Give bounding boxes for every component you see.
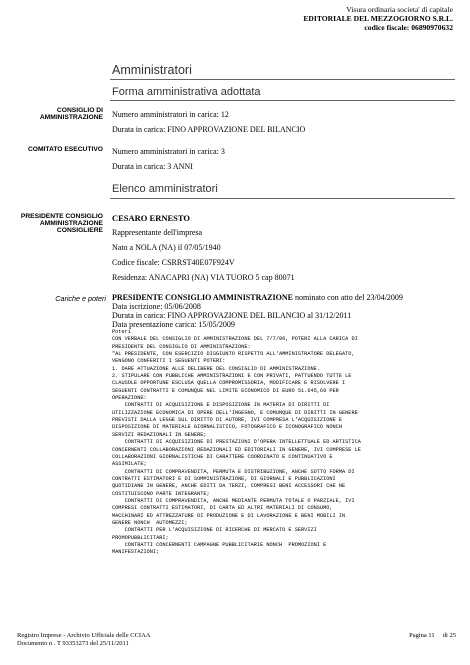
elenco-role-label: PRESIDENTE CONSIGLIO AMMINISTRAZIONE CONSIGLIERE <box>20 213 103 234</box>
footer-left <box>17 632 150 648</box>
carica-presentazione: Data presentazione carica: 15/05/2009 <box>112 320 235 329</box>
header-company-name: EDITORIALE DEL MEZZOGIORNO S.R.L. <box>303 14 453 23</box>
poteri-text: Poteri CON VERBALE DEL CONSIGLIO DI AMMINISTRAZIONE DEL 7/7/06, POTERI ALLA CARICA DI PRESIDENTE DEL CONSIGLIO DI AMMINISTRAZIONE: "AL PRESIDENTE, CON ESERCIZIO DISGIUNTO RISPETTO ALL'AMMINISTRATORE DELEGATO, VENGONO CONFERITI I SEGUENTI POTERI: 1. DARE ATTUAZIONE ALLE DELIBERE DEL CONSIGLIO DI AMMINISTRAZIONE. 2. STIPULARE CON PUBBLICHE AMMINISTRAZIONI E CON PRIVATI, PATTUENDO TUTTE LE CLAUSOLE OPPORTUNE ESCLUSA QUELLA COMPROMISSORIA, MODIFICARE E RISOLVERE I SEGUENTI CONTRATTI E COMUNQUE NEL LIMITE ECONOMICO DI EURO 51.645,69 PER OPERAZIONE: CONTRATTI DI ACQUISIZIONE E DISPOSIZIONE IN MATERIA DI DIRITTI DI UTILIZZAZIONE ECONOMICA DI OPERE DELL'INGEGNO, E COMUNQUE DI DIRITTI IN GENERE PREVISTI DALLA LEGGE SUL DIRITTO DI AUTORE, IVI COMPRESA L'ACQUISIZIONE E DISPOSIZIONE DI MATERIALE GIORNALISTICO, FOTOGRAFICO E ICONOGRAFICO NONCH SERVIZI REDAZIONALI IN GENERE; CONTRATTI DI ACQUISIZIONE DI PRESTAZIONI D'OPERA INTELLETTUALE ED ARTISTICA CONCERNENTI COLLABORAZIONI REDAZIONALI ED EDITORIALI IN GENERE, IVI COMPRESE LE COLLABORAZIONI GIORNALISTICHE DI CARATTERE COORDINATO E CONTINUATIVO E ASSIMILATE; CONTRATTI DI COMPRAVENDITA, PERMUTA E DISTRIBUZIONE, ANCHE SOTTO FORMA DI CONTRATTI ESTIMATORI E DI SOMMINISTRAZIONE, DI GIORNALI E PUBBLICAZIONI QUOTIDIANE IN GENERE, ANCHE EDITI DA TERZI, COMPRESI BENI ACCESSORI CHE NE COSTITUISCONO PARTE INTEGRANTE; CONTRATTI DI COMPRAVENDITA, ANCHE MEDIANTE PERMUTA TOTALE O PARZIALE, IVI COMPRESI CONTRATTI ESTIMATORI, DI CARTA ED ALTRI MATERIALI DI CONSUMO, MACCHINARI ED ATTREZZATURE DI PRODUZIONE E DI LAVORAZIONE E BENI MOBILI IN GENERE NONCH AUTOMEZZI; CONTRATTI PER L'ACQUISIZIONE DI RICERCHE DI MERCATO E SERVIZI PROMOPUBBLICITARI; CONTRATTI CONCERNENTI CAMPAGNE PUBBLICITARIE NONCH PROMOZIONI E MANIFESTAZIONI; <box>112 329 361 556</box>
consiglio-label: CONSIGLIO DI AMMINISTRAZIONE <box>39 107 103 121</box>
amministratore-role: Rappresentante dell'impresa <box>112 228 203 237</box>
carica-line <box>112 293 403 302</box>
header-document-type: Visura ordinaria societa' di capitale <box>346 5 453 14</box>
elenco-divider <box>110 198 455 199</box>
carica-nomina: nominato con atto del 23/04/2009 <box>292 293 403 302</box>
amministratore-residenza: Residenza: ANACAPRI (NA) VIA TUORO 5 cap 80071 <box>112 273 295 282</box>
amministratore-nascita: Nato a NOLA (NA) il 07/05/1940 <box>112 243 221 252</box>
carica-title: PRESIDENTE CONSIGLIO AMMINISTRAZIONE <box>112 293 293 302</box>
cariche-poteri-label: Cariche e poteri <box>55 294 106 303</box>
subsection-title-forma: Forma amministrativa adottata <box>112 86 261 98</box>
footer-registro: Registro Imprese - Archivio Ufficiale delle CCIAA <box>17 632 151 639</box>
footer-pagination: Pagina 11 di 25 <box>409 632 456 639</box>
comitato-durata: Durata in carica: 3 ANNI <box>112 162 193 171</box>
comitato-numero: Numero amministratori in carica: 3 <box>112 147 225 156</box>
subsection-divider <box>110 100 455 101</box>
section-divider <box>110 79 455 80</box>
consiglio-durata: Durata in carica: FINO APPROVAZIONE DEL BILANCIO <box>112 125 306 134</box>
carica-iscrizione: Data iscrizione: 05/06/2008 <box>112 302 201 311</box>
header-fiscal-code: codice fiscale: 06890970632 <box>364 23 453 32</box>
comitato-label: COMITATO ESECUTIVO <box>27 146 103 153</box>
footer-documento: Documento n . T 93353273 del 25/11/2011 <box>17 640 129 647</box>
amministratore-codice-fiscale: Codice fiscale: CSRRST40E07F924V <box>112 258 235 267</box>
consiglio-numero: Numero amministratori in carica: 12 <box>112 110 229 119</box>
section-title-amministratori: Amministratori <box>112 63 192 77</box>
carica-durata: Durata in carica: FINO APPROVAZIONE DEL BILANCIO al 31/12/2011 <box>112 311 352 320</box>
amministratore-name: CESARO ERNESTO <box>112 213 191 223</box>
section-title-elenco: Elenco amministratori <box>112 183 218 195</box>
document-header <box>303 5 453 32</box>
